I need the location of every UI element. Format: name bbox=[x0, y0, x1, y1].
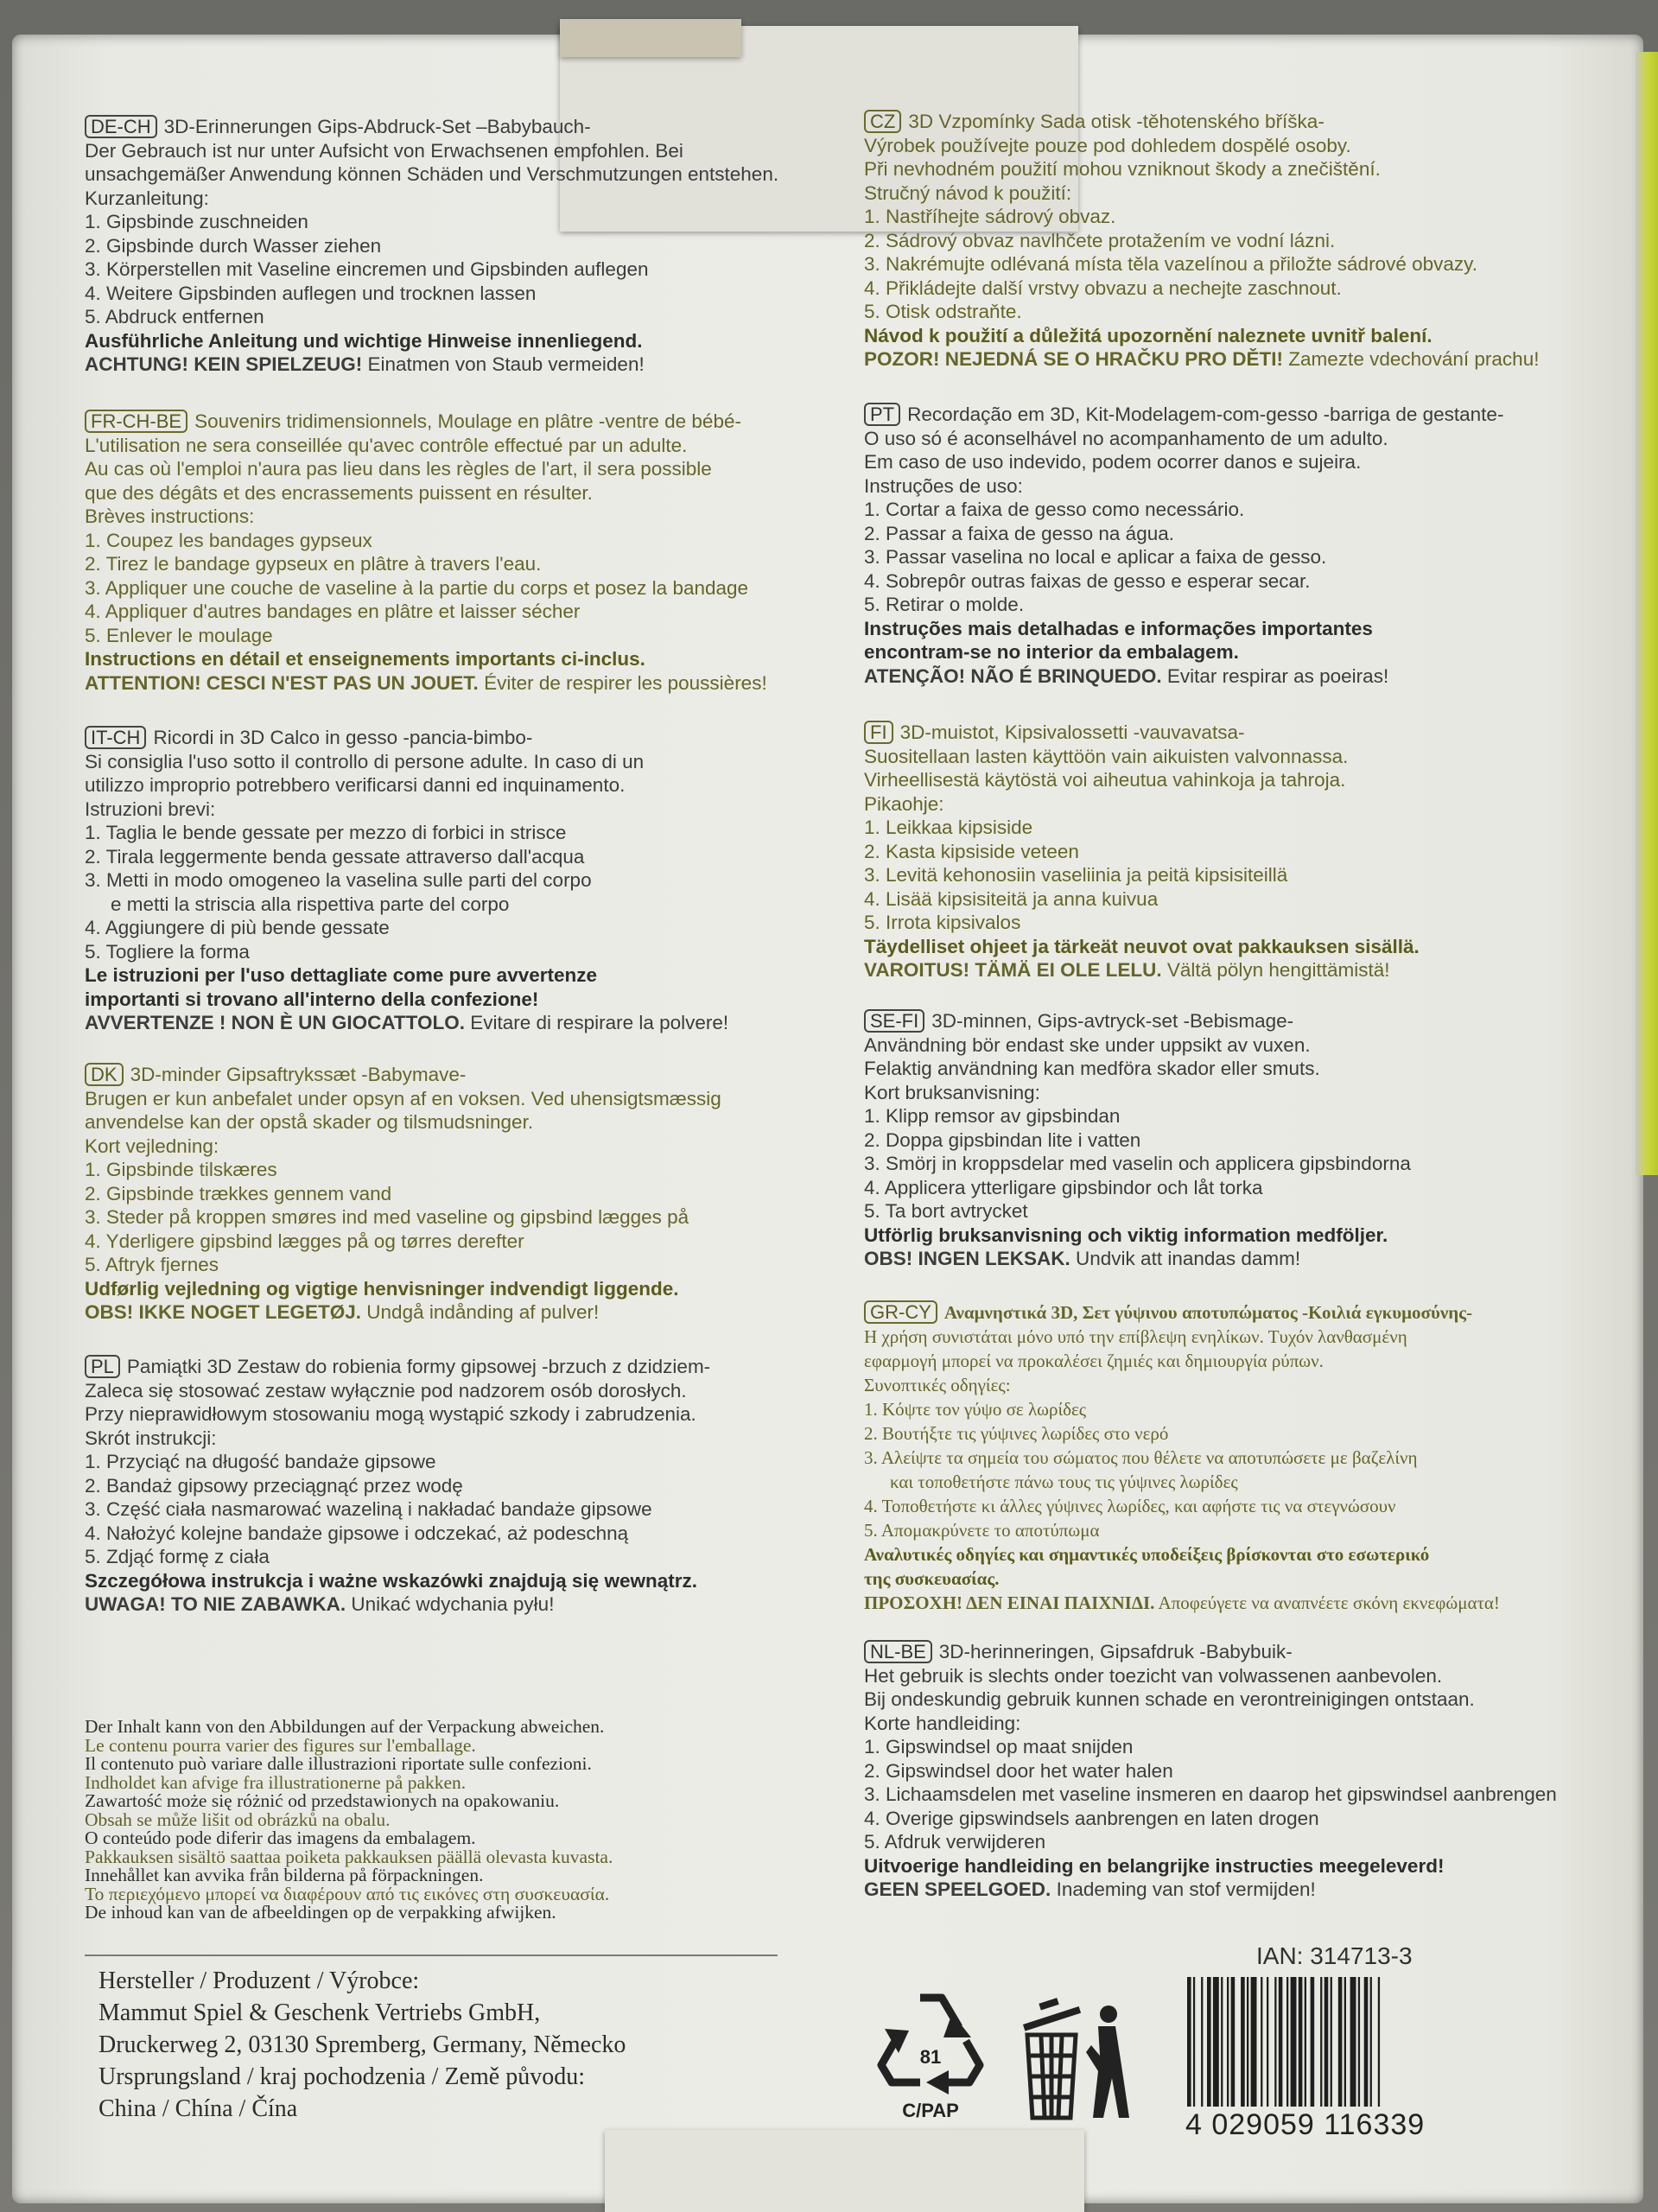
divider-line bbox=[85, 1955, 778, 1956]
barcode-bar bbox=[1350, 1977, 1356, 2107]
section-pl: PL Pamiątki 3D Zestaw do robienia formy gipsowej -brzuch z dzidziem- Zaleca się stosować zestaw wyłącznie pod nadzorem osób dorosłych. Przy nieprawidłowym stosowaniu mogą wystąpić szkody i zabrudzenia. Skrót instrukcji: 1. Przyciąć na długość bandaże gipsowe 2. Bandaż gipsowy przeciągnąć przez wodę 3. Część ciała nasmarować wazeliną i nakładać bandaże gipsowe 4. Nałożyć kolejne bandaże gipsowe i odczekać, aż podeschną 5. Zdjąć formę z ciała Szczegółowa instrukcja i ważne wskazówki znajdują się wewnątrz. UWAGA! TO NIE ZABAWKA. Unikać wdychania pyłu! bbox=[85, 1355, 793, 1617]
barcode-bar bbox=[1311, 1977, 1315, 2107]
section-fi: FI 3D-muistot, Kipsivalossetti -vauvavatsa- Suositellaan lasten käyttöön vain aikuisten valvonnassa. Virheellisestä käytöstä voi aiheutua vahinkoja ja tahroja. Pikaohje: 1. Leikkaa kipsiside 2. Kasta kipsiside veteen 3. Levitä kehonosiin vaseliinia ja peitä kipsisiteillä 4. Lisää kipsisiteitä ja anna kuivua 5. Irrota kipsivalos Täydelliset ohjeet ja tärkeät neuvot ovat pakkauksen sisällä. VAROITUS! TÄMÄ EI OLE LELU. Vältä pölyn hengittämistä! bbox=[864, 721, 1572, 982]
barcode-bar bbox=[1193, 1977, 1195, 2107]
language-code: FI bbox=[864, 721, 893, 744]
barcode-icon bbox=[1184, 1977, 1443, 2111]
section-cz: CZ 3D Vzpomínky Sada otisk -těhotenského bříška- Výrobek používejte pouze pod dohledem dospělé osoby. Při nevhodném použití mohou vzniknout škody a znečištění. Stručný návod k použití: 1. Nastříhejte sádrový obvaz. 2. Sádrový obvaz navlhčete protažením ve vodní lázni. 3. Nakrémujte odlévaná místa těla vazelínou a přiložte sádrové obvazy. 4. Přikládejte další vrstvy obvazu a nechejte zaschnout. 5. Otisk odstraňte. Návod k použití a důležitá upozornění naleznete uvnitř balení. POZOR! NEJEDNÁ SE O HRAČKU PRO DĚTI! Zamezte vdechování prachu! bbox=[864, 110, 1572, 372]
barcode-bar bbox=[1207, 1977, 1211, 2107]
barcode-bar bbox=[1213, 1977, 1219, 2107]
section-fr-ch-be: FR-CH-BE Souvenirs tridimensionnels, Moulage en plâtre -ventre de bébé- L'utilisation ne sera conseillée qu'avec contrôle effectué par un adulte. Au cas où l'emploi n'aura pas lieu dans les règles de l'art, il sera possible que des dégâts et des encrassements puissent en résulter. Brèves instructions: 1. Coupez les bandages gypseux 2. Tirez le bandage gypseux en plâtre à travers l'eau. 3. Appliquer une couche de vaseline à la partie du corps et posez la bandage 4. Appliquer d'autres bandages en plâtre et laisser sécher 5. Enlever le moulage Instructions en détail et enseignements importants ci-inclus. ATTENTION! CESCI N'EST PAS UN JOUET. Éviter de respirer les poussières! bbox=[85, 410, 793, 695]
barcode-bar bbox=[1286, 1977, 1288, 2107]
barcode-bar bbox=[1324, 1977, 1329, 2107]
barcode-bar bbox=[1291, 1977, 1297, 2107]
barcode-bar bbox=[1370, 1977, 1372, 2107]
language-code: PL bbox=[85, 1355, 120, 1378]
section-pt: PT Recordação em 3D, Kit-Modelagem-com-gesso -barriga de gestante- O uso só é aconselhável no acompanhamento de um adulto. Em caso de uso indevido, podem ocorrer danos e sujeira. Instruções de uso: 1. Cortar a faixa de gesso como necessário. 2. Passar a faixa de gesso na água. 3. Passar vaselina no local e aplicar a faixa de gesso. 4. Sobrepôr outras faixas de gesso e esperar secar. 5. Retirar o molde. Instruções mais detalhadas e informações importantes encontram-se no interior da embalagem. ATENÇÃO! NÃO É BRINQUEDO. Evitar respirar as poeiras! bbox=[864, 403, 1572, 688]
section-heading: NL-BE 3D-herinneringen, Gipsafdruk -Babybuik- bbox=[864, 1640, 1572, 1664]
section-heading: SE-FI 3D-minnen, Gips-avtryck-set -Bebismage- bbox=[864, 1009, 1572, 1033]
section-dk: DK 3D-minder Gipsaftrykssæt -Babymave- Brugen er kun anbefalet under opsyn af en voksen. Ved uhensigtsmæssig anvendelse kan der opstå skader og tilsmudsninger. Kort vejledning: 1. Gipsbinde tilskæres 2. Gipsbinde trækkes gennem vand 3. Steder på kroppen smøres ind med vaseline og gipsbind lægges på 4. Yderligere gipsbind lægges på og tørres derefter 5. Aftryk fjernes Udførlig vejledning og vigtige henvisninger indvendigt liggende. OBS! IKKE NOGET LEGETØJ. Undgå indånding af pulver! bbox=[85, 1063, 793, 1325]
language-code: DE-CH bbox=[85, 115, 157, 138]
section-gr-cy: GR-CY Αναμνηστικά 3D, Σετ γύψινου αποτυπώματος -Κοιλιά εγκυμοσύνης- Η χρήση συνιστάται μόνο υπό την επίβλεψη ενηλίκων. Τυχόν λανθασμένη εφαρμογή μπορεί να προκαλέσει ζημιές και δημιουργία ρύπων. Συνοπτικές οδηγίες: 1. Κόψτε τον γύψο σε λωρίδες 2. Βουτήξτε τις γύψινες λωρίδες στο νερό 3. Αλείψτε τα σημεία του σώματος που θέλετε να αποτυπώσετε με βαζελίνη και τοποθετήστε πάνω τους τις γύψινες λωρίδες 4. Τοποθετήστε κι άλλες γύψινες λωρίδες, και αφήστε τις να στεγνώσουν 5. Απομακρύνετε το αποτύπωμα Αναλυτικές οδηγίες και σημαντικές υποδείξεις βρίσκονται στο εσωτερικό της συσκευασίας. ΠΡΟΣΟΧΗ! ΔΕΝ ΕΙΝΑΙ ΠΑΙΧΝΙΔΙ. Αποφεύγετε να αναπνέετε σκόνη εκνεφώματα! bbox=[864, 1300, 1572, 1615]
section-heading: IT-CH Ricordi in 3D Calco in gesso -pancia-bimbo- bbox=[85, 726, 793, 750]
barcode-bar bbox=[1305, 1977, 1306, 2107]
box-corner-tab bbox=[560, 19, 741, 57]
barcode-bar bbox=[1187, 1977, 1191, 2107]
section-heading: FI 3D-muistot, Kipsivalossetti -vauvavatsa- bbox=[864, 721, 1572, 745]
barcode-bar bbox=[1261, 1977, 1262, 2107]
section-heading: DE-CH 3D-Erinnerungen Gips-Abdruck-Set –Babybauch- bbox=[85, 115, 793, 139]
section-heading: PL Pamiątki 3D Zestaw do robienia formy gipsowej -brzuch z dzidziem- bbox=[85, 1355, 793, 1379]
barcode-bar bbox=[1247, 1977, 1248, 2107]
section-heading: CZ 3D Vzpomínky Sada otisk -těhotenského bříška- bbox=[864, 110, 1572, 134]
disclaimer-block: Der Inhalt kann von den Abbildungen auf der Verpackung abweichen. Le contenu pourra varier des figures sur l'emballage. Il contenuto può variare dalle illustrazioni riportate sulle confezioni. Indholdet kan afvige fra illustrationerne på pakken. Zawartość może się różnić od przedstawionych na opakowaniu. Obsah se může lišit od obrázků na obalu. O conteúdo pode diferir das imagens da embalagem. Pakkauksen sisältö saattaa poiketa pakkauksen päällä olevasta kuvasta. Innehållet kan avvika från bilderna på förpackningen. Το περιεχόμενο μπορεί να διαφέρουν από τις εικόνες στη συσκευασία. De inhoud kan van de afbeeldingen op de verpakking afwijken. bbox=[85, 1716, 613, 1923]
language-code: NL-BE bbox=[864, 1640, 932, 1663]
barcode-bar bbox=[1299, 1977, 1303, 2107]
waste-bin-person-icon bbox=[1015, 1992, 1136, 2121]
section-heading: DK 3D-minder Gipsaftrykssæt -Babymave- bbox=[85, 1063, 793, 1087]
language-code: DK bbox=[85, 1063, 124, 1086]
barcode-bar bbox=[1378, 1977, 1380, 2107]
recycling-material: C/PAP bbox=[902, 2100, 959, 2121]
barcode-bar bbox=[1358, 1977, 1360, 2107]
section-se-fi: SE-FI 3D-minnen, Gips-avtryck-set -Bebismage- Användning bör endast ske under uppsikt av vuxen. Felaktig användning kan medföra skador eller smuts. Kort bruksanvisning: 1. Klipp remsor av gipsbindan 2. Doppa gipsbindan lite i vatten 3. Smörj in kroppsdelar med vaselin och applicera gipsbindorna 4. Applicera ytterligare gipsbindor och låt torka 5. Ta bort avtrycket Utförlig bruksanvisning och viktig information medföljer. OBS! INGEN LEKSAK. Undvik att inandas damm! bbox=[864, 1009, 1572, 1271]
language-code: GR-CY bbox=[864, 1300, 937, 1324]
recycling-symbol-icon bbox=[873, 1987, 989, 2121]
section-de-ch: DE-CH 3D-Erinnerungen Gips-Abdruck-Set –Babybauch- Der Gebrauch ist nur unter Aufsicht von Erwachsenen empfohlen. Bei unsachgemäßer Anwendung können Schäden und Verschmutzungen entstehen. Kurzanleitung: 1. Gipsbinde zuschneiden 2. Gipsbinde durch Wasser ziehen 3. Körperstellen mit Vaseline eincremen und Gipsbinden auflegen 4. Weitere Gipsbinden auflegen und trocknen lassen 5. Abdruck entfernen Ausführliche Anleitung und wichtige Hinweise innenliegend. ACHTUNG! KEIN SPIELZEUG! Einatmen von Staub vermeiden! bbox=[85, 115, 793, 377]
barcode-bar bbox=[1274, 1977, 1276, 2107]
barcode-bar bbox=[1241, 1977, 1245, 2107]
language-code: PT bbox=[864, 403, 900, 426]
barcode-bar bbox=[1227, 1977, 1229, 2107]
barcode-bar bbox=[1364, 1977, 1369, 2107]
green-side-stripe bbox=[1636, 52, 1658, 1175]
barcode-digits: 4 029059 116339 bbox=[1185, 2108, 1426, 2141]
section-heading: GR-CY Αναμνηστικά 3D, Σετ γύψινου αποτυπώματος -Κοιλιά εγκυμοσύνης- bbox=[864, 1300, 1572, 1325]
language-code: SE-FI bbox=[864, 1009, 924, 1033]
language-code: CZ bbox=[864, 110, 901, 133]
language-code: FR-CH-BE bbox=[85, 410, 187, 433]
ian-number: IAN: 314713-3 bbox=[1256, 1942, 1413, 1969]
barcode-bar bbox=[1231, 1977, 1236, 2107]
barcode-bar bbox=[1267, 1977, 1268, 2107]
manufacturer-block: Hersteller / Produzent / Výrobce: Mammut Spiel & Geschenk Vertriebs GmbH, Druckerweg 2, 03130 Spremberg, Germany, Německo Ursprungsland / kraj pochodzenia / Země původu: China / Chína / Čína bbox=[98, 1967, 626, 2122]
barcode-bar bbox=[1344, 1977, 1346, 2107]
section-it-ch: IT-CH Ricordi in 3D Calco in gesso -pancia-bimbo- Si consiglia l'uso sotto il controllo di persone adulte. In caso di un utilizzo improprio potrebbero verificarsi danni ed inquinamento. Istruzioni brevi: 1. Taglia le bende gessate per mezzo di forbici in strisce 2. Tirala leggermente benda gessate attraverso dall'acqua 3. Metti in modo omogeneo la vaselina sulle parti del corpo e metti la striscia alla rispettiva parte del corpo 4. Aggiungere di più bende gessate 5. Togliere la forma Le istruzioni per l'uso dettagliate come pure avvertenze importanti si trovano all'interno della confezione! AVVERTENZE ! NON È UN GIOCATTOLO. Evitare di respirare la polvere! bbox=[85, 726, 793, 1035]
section-nl-be: NL-BE 3D-herinneringen, Gipsafdruk -Babybuik- Het gebruik is slechts onder toezicht van volwassenen aanbevolen. Bij ondeskundig gebruik kunnen schade en verontreinigingen ontstaan. Korte handleiding: 1. Gipswindsel op maat snijden 2. Gipswindsel door het water halen 3. Lichaamsdelen met vaseline insmeren en daarop het gipswindsel aanbrengen 4. Overige gipswindsels aanbrengen en laten drogen 5. Afdruk verwijderen Uitvoerige handleiding en belangrijke instructies meegeleverd! GEEN SPEELGOED. Inademing van stof vermijden! bbox=[864, 1640, 1572, 1902]
barcode-bar bbox=[1251, 1977, 1257, 2107]
barcode-bar bbox=[1221, 1977, 1223, 2107]
barcode-bar bbox=[1338, 1977, 1343, 2107]
barcode-bar bbox=[1279, 1977, 1283, 2107]
language-code: IT-CH bbox=[85, 726, 146, 749]
barcode-bar bbox=[1201, 1977, 1203, 2107]
barcode-bar bbox=[1320, 1977, 1322, 2107]
section-heading: FR-CH-BE Souvenirs tridimensionnels, Moulage en plâtre -ventre de bébé- bbox=[85, 410, 793, 434]
recycling-code: 81 bbox=[919, 2046, 942, 2068]
barcode-bar bbox=[1331, 1977, 1332, 2107]
box-flap-bottom bbox=[605, 2130, 1084, 2212]
section-heading: PT Recordação em 3D, Kit-Modelagem-com-gesso -barriga de gestante- bbox=[864, 403, 1572, 427]
